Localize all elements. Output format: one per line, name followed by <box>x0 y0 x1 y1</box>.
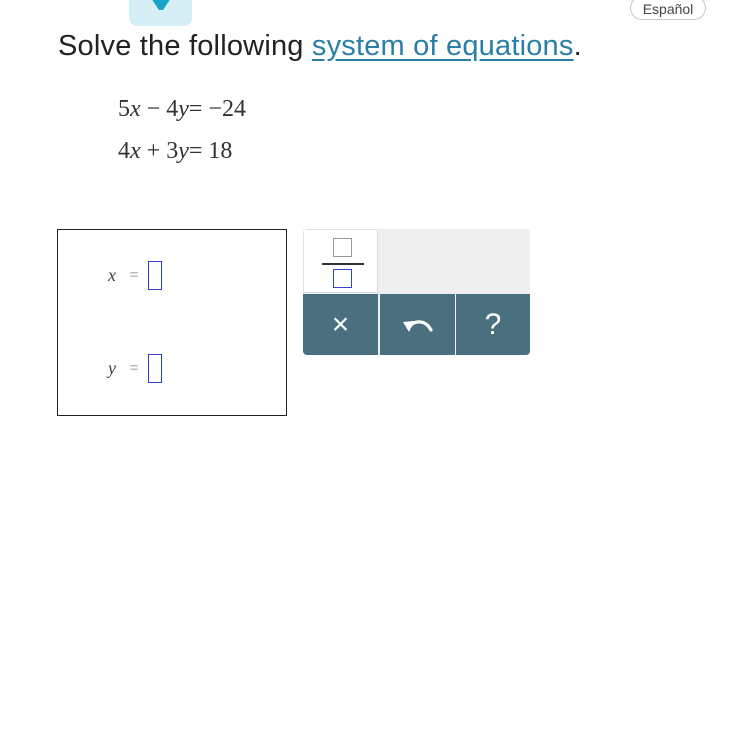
y-equals-sign: = <box>129 359 139 377</box>
help-button[interactable] <box>456 294 530 355</box>
y-answer-row <box>102 354 162 383</box>
y-answer-input[interactable] <box>148 354 162 383</box>
x-answer-input[interactable] <box>148 261 162 290</box>
x-equals-sign: = <box>129 266 139 284</box>
close-icon: × <box>331 307 350 341</box>
fraction-numerator-icon <box>333 238 352 257</box>
x-label: x <box>108 265 116 285</box>
undo-icon <box>401 315 435 335</box>
y-label: y <box>108 358 116 378</box>
clear-button[interactable] <box>303 294 378 355</box>
fraction-denominator-icon <box>333 269 352 288</box>
prompt-period: . <box>573 30 582 62</box>
equation-2: 4x + 3y= 18 <box>118 138 233 164</box>
system-of-equations-link[interactable]: system of equations <box>311 30 574 62</box>
prompt-text: Solve the following <box>58 30 312 62</box>
x-answer-row <box>102 261 162 290</box>
equation-system <box>118 94 246 178</box>
language-toggle-button[interactable]: Español <box>630 0 706 20</box>
math-keypad <box>303 229 530 355</box>
undo-button[interactable] <box>380 294 455 355</box>
answer-box <box>57 229 287 416</box>
equation-1: 5x − 4y= −24 <box>118 96 246 122</box>
fraction-button[interactable] <box>303 229 378 293</box>
chevron-down-icon <box>151 0 171 10</box>
collapse-tab[interactable] <box>129 0 192 26</box>
fraction-bar-icon <box>322 263 364 265</box>
problem-prompt <box>58 30 582 63</box>
question-icon: ? <box>484 307 502 341</box>
